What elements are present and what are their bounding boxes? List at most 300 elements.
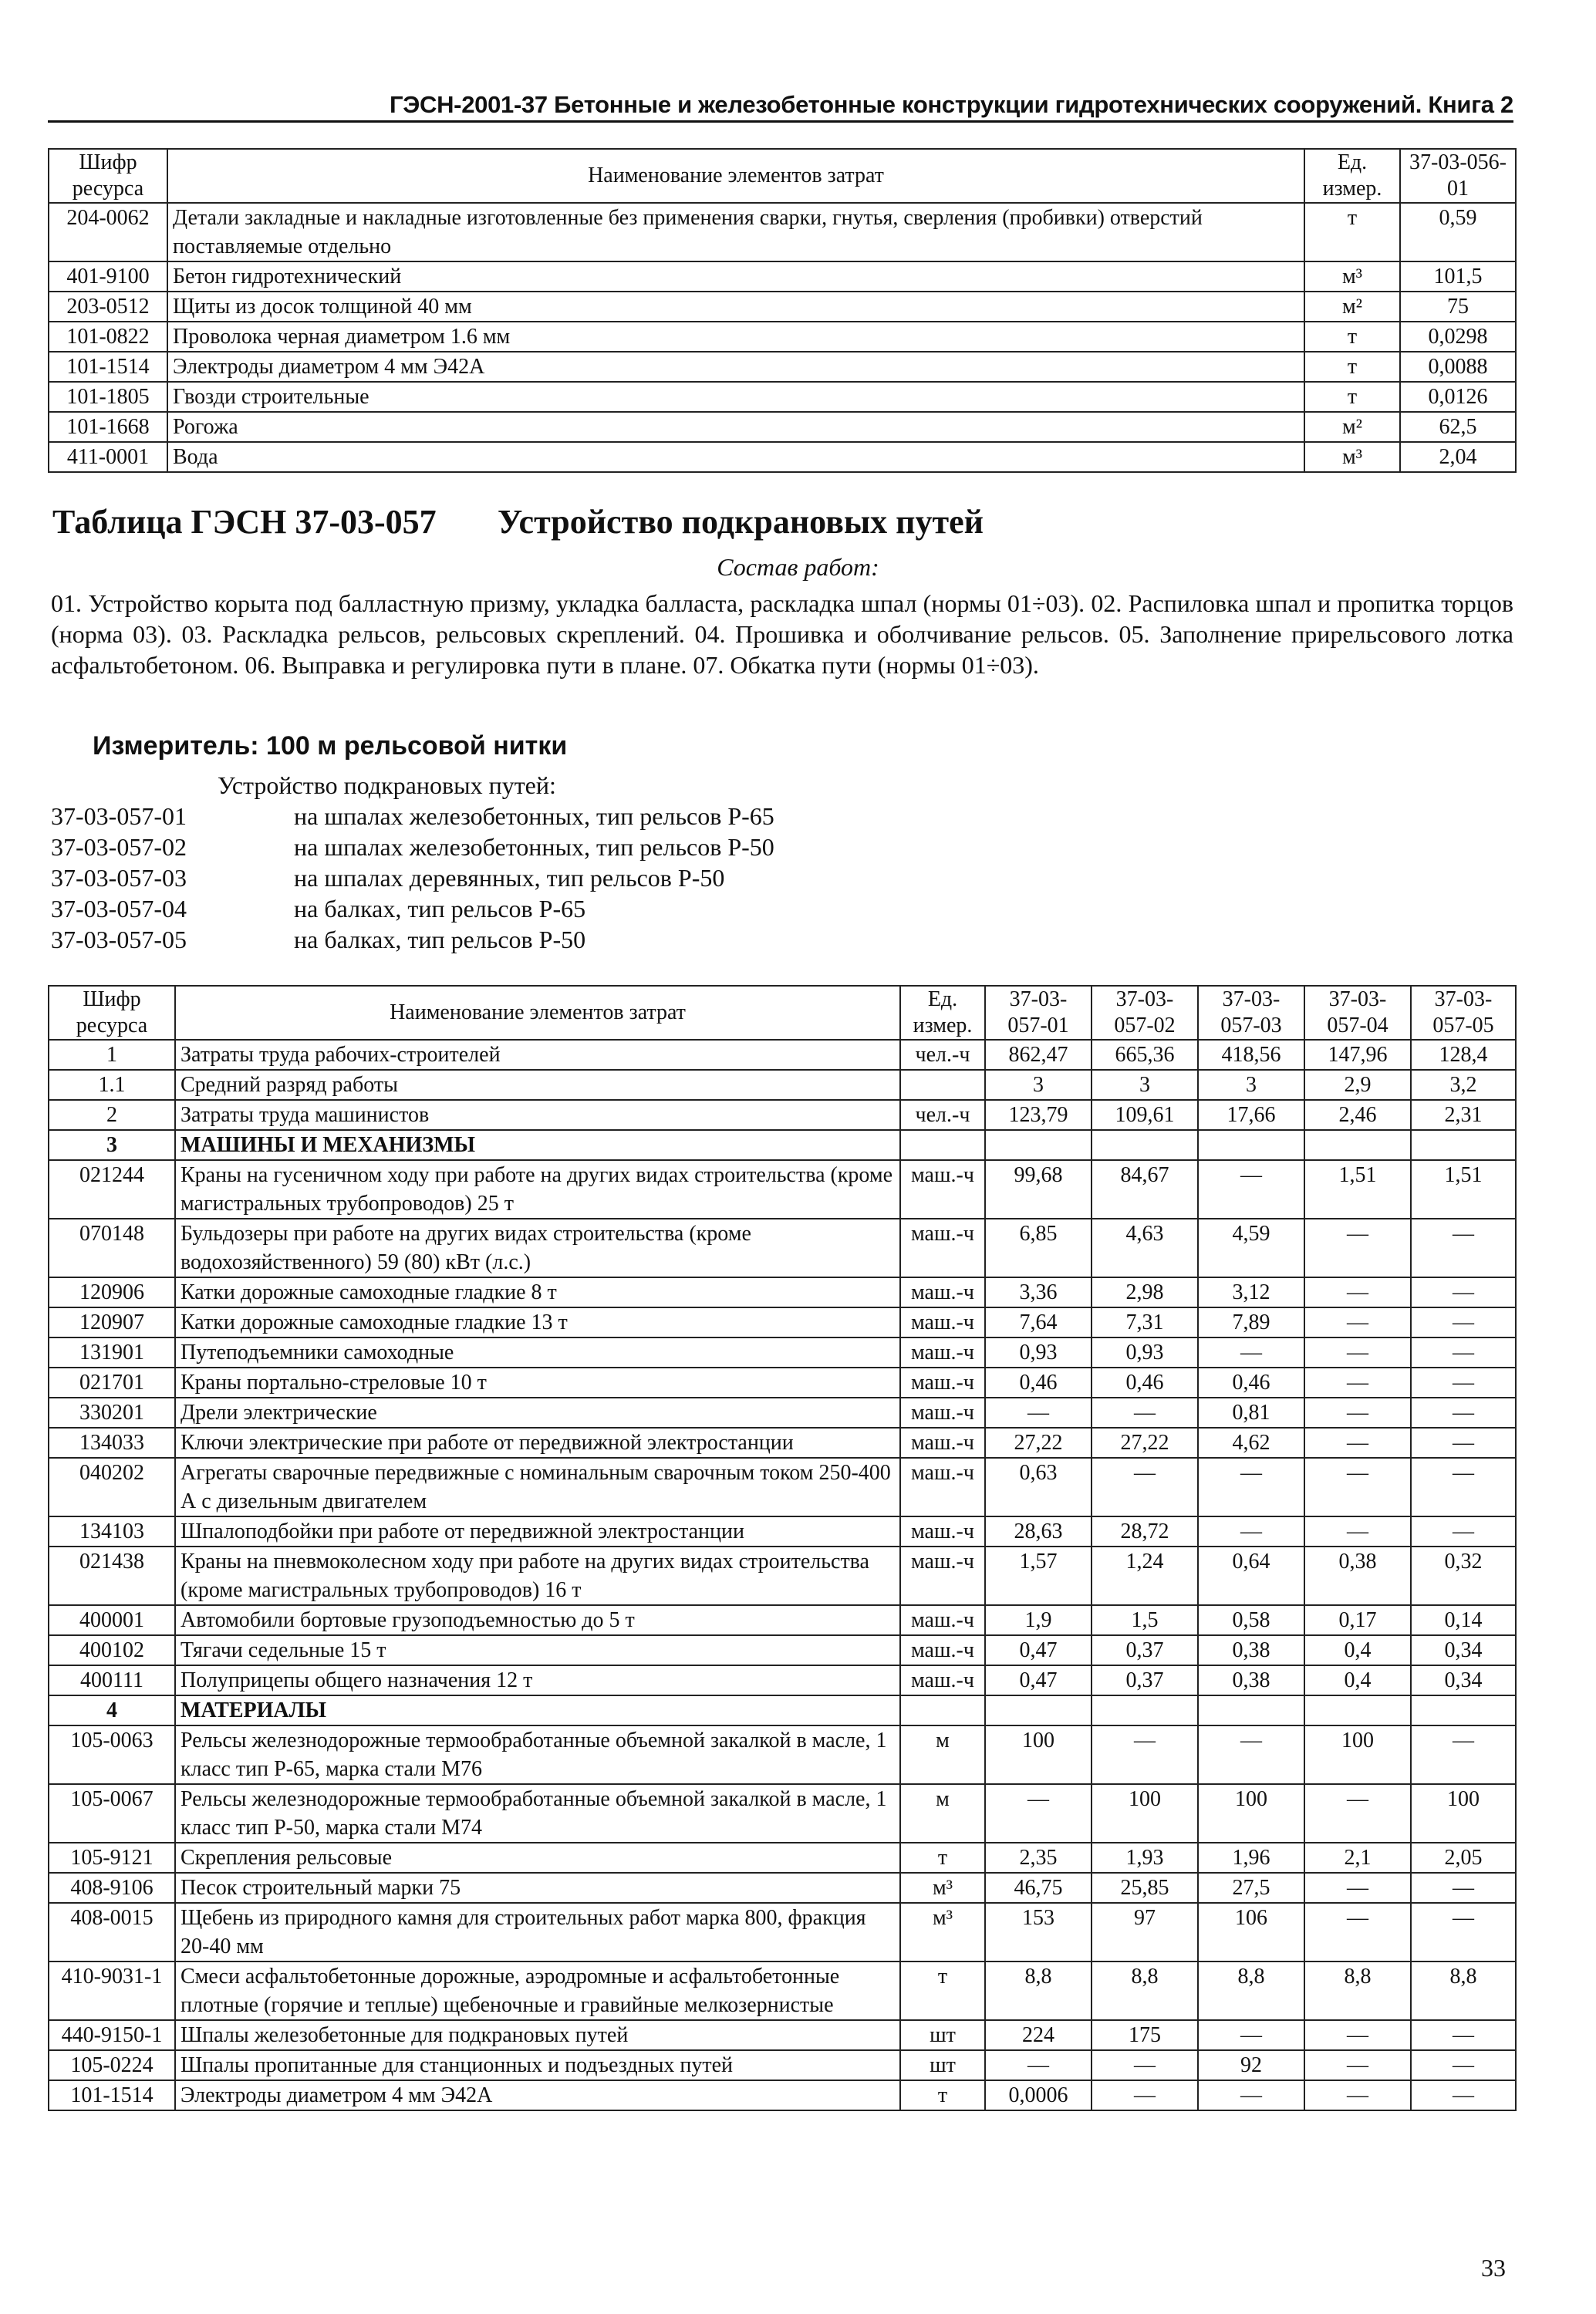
resource-name: Средний разряд работы — [175, 1070, 900, 1100]
table-row — [49, 1784, 1516, 1843]
table-row — [49, 1070, 1516, 1100]
norm-value-01: 862,47 — [985, 1040, 1092, 1070]
norm-value-04: — — [1304, 1903, 1411, 1962]
unit: т — [900, 1962, 985, 2020]
resource-name: Затраты труда машинистов — [175, 1100, 900, 1130]
norm-value-02: 28,72 — [1092, 1516, 1198, 1547]
resource-code: 408-0015 — [49, 1903, 175, 1962]
norm-value-05: 0,14 — [1411, 1605, 1516, 1635]
variant-description: на балках, тип рельсов Р-65 — [294, 895, 586, 923]
norm-value-03: 0,58 — [1198, 1605, 1304, 1635]
unit: т — [900, 2080, 985, 2110]
norm-value-03: 8,8 — [1198, 1962, 1304, 2020]
variant-item — [51, 833, 977, 864]
resource-name: Песок строительный марки 75 — [175, 1873, 900, 1903]
norm-value: 0,0088 — [1400, 352, 1516, 382]
table-row — [49, 1458, 1516, 1516]
unit: шт — [900, 2020, 985, 2050]
norm-value-01: — — [985, 2050, 1092, 2080]
column-header-norm: 37-03-056-01 — [1400, 149, 1516, 203]
column-header-unit: Ед. измер. — [900, 986, 985, 1040]
norm-value-04: 0,38 — [1304, 1547, 1411, 1605]
norm-value-03: — — [1198, 1337, 1304, 1368]
unit: маш.-ч — [900, 1516, 985, 1547]
resource-name: Гвозди строительные — [167, 382, 1304, 412]
resource-name: Электроды диаметром 4 мм Э42А — [167, 352, 1304, 382]
table-row — [49, 1903, 1516, 1962]
norm-value-04: 8,8 — [1304, 1962, 1411, 2020]
variant-item — [51, 895, 977, 926]
resource-name: Полуприцепы общего назначения 12 т — [175, 1665, 900, 1695]
unit — [900, 1130, 985, 1160]
norm-value-01: 100 — [985, 1725, 1092, 1784]
table-row — [49, 1398, 1516, 1428]
column-header-norm-04: 37-03-057-04 — [1304, 986, 1411, 1040]
norm-value-03: 3,12 — [1198, 1277, 1304, 1307]
norm-value-05: — — [1411, 2080, 1516, 2110]
norm-value-03 — [1198, 1695, 1304, 1725]
norm-value-04 — [1304, 1130, 1411, 1160]
norm-value: 2,04 — [1400, 442, 1516, 472]
norm-value-03: 100 — [1198, 1784, 1304, 1843]
resource-code: 021701 — [49, 1368, 175, 1398]
norm-value-05: — — [1411, 1219, 1516, 1277]
norm-value-05: — — [1411, 1725, 1516, 1784]
table-row — [49, 352, 1516, 382]
unit: м³ — [1304, 442, 1400, 472]
variants-list — [51, 802, 977, 956]
norm-value-01: 28,63 — [985, 1516, 1092, 1547]
resource-name: Электроды диаметром 4 мм Э42А — [175, 2080, 900, 2110]
norm-value-04: — — [1304, 1398, 1411, 1428]
norm-value-04: 147,96 — [1304, 1040, 1411, 1070]
resource-code: 4 — [49, 1695, 175, 1725]
norm-value-05: — — [1411, 1307, 1516, 1337]
resource-name: Тягачи седельные 15 т — [175, 1635, 900, 1665]
table-header-row — [49, 149, 1516, 203]
norm-value-03: 17,66 — [1198, 1100, 1304, 1130]
variant-code: 37-03-057-04 — [51, 895, 187, 923]
resource-name: Рогожа — [167, 412, 1304, 442]
resource-name: Ключи электрические при работе от передвижной электростанции — [175, 1428, 900, 1458]
norm-value-04: — — [1304, 1458, 1411, 1516]
norm-value-05: 100 — [1411, 1784, 1516, 1843]
resource-name: Краны на гусеничном ходу при работе на других видах строительства (кроме магистральных трубопроводов) 25 т — [175, 1160, 900, 1219]
resource-name: Щиты из досок толщиной 40 мм — [167, 292, 1304, 322]
resource-code: 105-0067 — [49, 1784, 175, 1843]
resource-name: Затраты труда рабочих-строителей — [175, 1040, 900, 1070]
unit: чел.-ч — [900, 1040, 985, 1070]
norm-value-04: 0,4 — [1304, 1665, 1411, 1695]
resource-code: 101-0822 — [49, 322, 167, 352]
norm-value-02: 1,93 — [1092, 1843, 1198, 1873]
norm-value-02: 0,37 — [1092, 1665, 1198, 1695]
norm-value-02: 0,46 — [1092, 1368, 1198, 1398]
resource-code: 400111 — [49, 1665, 175, 1695]
norm-value-05 — [1411, 1695, 1516, 1725]
table-heading — [52, 502, 984, 541]
norm-value-04: — — [1304, 1337, 1411, 1368]
norm-value: 0,59 — [1400, 203, 1516, 261]
variant-description: на шпалах железобетонных, тип рельсов Р-50 — [294, 833, 774, 861]
resource-code: 070148 — [49, 1219, 175, 1277]
norm-value-02: — — [1092, 2080, 1198, 2110]
resource-name: Автомобили бортовые грузоподъемностью до 5 т — [175, 1605, 900, 1635]
column-header-norm-02: 37-03-057-02 — [1092, 986, 1198, 1040]
resource-name: Шпалоподбойки при работе от передвижной электростанции — [175, 1516, 900, 1547]
norm-value-01: 153 — [985, 1903, 1092, 1962]
variant-code: 37-03-057-03 — [51, 864, 187, 892]
norm-value-01 — [985, 1695, 1092, 1725]
unit: т — [1304, 322, 1400, 352]
variant-code: 37-03-057-05 — [51, 926, 187, 953]
table-37-03-056 — [48, 148, 1517, 473]
norm-value-04: 0,17 — [1304, 1605, 1411, 1635]
table-row — [49, 292, 1516, 322]
norm-value-01: 0,47 — [985, 1635, 1092, 1665]
norm-value-04: 2,46 — [1304, 1100, 1411, 1130]
unit: м² — [1304, 292, 1400, 322]
norm-value-05: — — [1411, 1458, 1516, 1516]
variant-description: на шпалах железобетонных, тип рельсов Р-65 — [294, 802, 774, 830]
norm-value-03: 106 — [1198, 1903, 1304, 1962]
column-header-norm-01: 37-03-057-01 — [985, 986, 1092, 1040]
norm-value-04: — — [1304, 2080, 1411, 2110]
norm-value-03: 4,59 — [1198, 1219, 1304, 1277]
unit: шт — [900, 2050, 985, 2080]
norm-value-03: — — [1198, 2020, 1304, 2050]
unit: маш.-ч — [900, 1277, 985, 1307]
norm-value-03: — — [1198, 1516, 1304, 1547]
norm-value-01: — — [985, 1398, 1092, 1428]
table-header-row — [49, 986, 1516, 1040]
unit: т — [1304, 382, 1400, 412]
unit: маш.-ч — [900, 1307, 985, 1337]
resource-name: Щебень из природного камня для строительных работ марка 800, фракция 20-40 мм — [175, 1903, 900, 1962]
unit: т — [1304, 203, 1400, 261]
variant-description: на шпалах деревянных, тип рельсов Р-50 — [294, 864, 725, 892]
norm-value-05: — — [1411, 2050, 1516, 2080]
column-header-code: Шифр ресурса — [49, 986, 175, 1040]
resource-name: Детали закладные и накладные изготовленные без применения сварки, гнутья, сверления (пробивки) отверстий поставляемые отдельно — [167, 203, 1304, 261]
norm-value-04: — — [1304, 2050, 1411, 2080]
unit: маш.-ч — [900, 1665, 985, 1695]
resource-code: 1 — [49, 1040, 175, 1070]
work-composition-label: Состав работ: — [717, 553, 879, 581]
norm-value-02: 1,24 — [1092, 1547, 1198, 1605]
norm-value-03: 0,38 — [1198, 1635, 1304, 1665]
norm-value-02: 2,98 — [1092, 1277, 1198, 1307]
resource-code: 021438 — [49, 1547, 175, 1605]
table-row — [49, 322, 1516, 352]
norm-value-04: — — [1304, 1219, 1411, 1277]
resource-code: 330201 — [49, 1398, 175, 1428]
norm-value-04: — — [1304, 1307, 1411, 1337]
resource-name: Краны на пневмоколесном ходу при работе на других видах строительства (кроме магистральных трубопроводов) 16 т — [175, 1547, 900, 1605]
resource-name: МАШИНЫ И МЕХАНИЗМЫ — [175, 1130, 900, 1160]
table-row — [49, 412, 1516, 442]
table-row — [49, 1962, 1516, 2020]
unit: маш.-ч — [900, 1605, 985, 1635]
norm-value-05: 2,31 — [1411, 1100, 1516, 1130]
table-row — [49, 1665, 1516, 1695]
norm-value-05: 3,2 — [1411, 1070, 1516, 1100]
resource-code: 400102 — [49, 1635, 175, 1665]
norm-value-05: 0,34 — [1411, 1665, 1516, 1695]
unit: маш.-ч — [900, 1635, 985, 1665]
norm-value-05: 128,4 — [1411, 1040, 1516, 1070]
resource-code: 105-0224 — [49, 2050, 175, 2080]
norm-value: 0,0298 — [1400, 322, 1516, 352]
norm-value-01: 27,22 — [985, 1428, 1092, 1458]
norm-value-02: — — [1092, 1458, 1198, 1516]
norm-value-03: 1,96 — [1198, 1843, 1304, 1873]
resource-name: Катки дорожные самоходные гладкие 13 т — [175, 1307, 900, 1337]
norm-value-03: 0,46 — [1198, 1368, 1304, 1398]
resource-code: 440-9150-1 — [49, 2020, 175, 2050]
table-title: Устройство подкрановых путей — [498, 503, 984, 541]
table-row — [49, 1368, 1516, 1398]
norm-value-01: 1,9 — [985, 1605, 1092, 1635]
resource-name: Шпалы пропитанные для станционных и подъездных путей — [175, 2050, 900, 2080]
unit: маш.-ч — [900, 1428, 985, 1458]
unit: т — [900, 1843, 985, 1873]
unit: маш.-ч — [900, 1337, 985, 1368]
table-label: Таблица ГЭСН 37-03-057 — [52, 503, 437, 541]
unit: м³ — [900, 1873, 985, 1903]
norm-value-03: — — [1198, 1160, 1304, 1219]
norm-value-02: 109,61 — [1092, 1100, 1198, 1130]
column-header-norm-05: 37-03-057-05 — [1411, 986, 1516, 1040]
unit: маш.-ч — [900, 1547, 985, 1605]
column-header-name: Наименование элементов затрат — [175, 986, 900, 1040]
norm-value-01: 224 — [985, 2020, 1092, 2050]
resource-code: 204-0062 — [49, 203, 167, 261]
column-header-code: Шифр ресурса — [49, 149, 167, 203]
norm-value-03: 0,38 — [1198, 1665, 1304, 1695]
norm-value-01: 3 — [985, 1070, 1092, 1100]
table-row — [49, 1547, 1516, 1605]
norm-value-02: 25,85 — [1092, 1873, 1198, 1903]
resource-code: 1.1 — [49, 1070, 175, 1100]
unit: маш.-ч — [900, 1368, 985, 1398]
norm-value-01: 3,36 — [985, 1277, 1092, 1307]
norm-value-02: 97 — [1092, 1903, 1198, 1962]
unit: м — [900, 1784, 985, 1843]
norm-value-02: 0,37 — [1092, 1635, 1198, 1665]
norm-value-05: — — [1411, 1873, 1516, 1903]
norm-value-04: — — [1304, 2020, 1411, 2050]
norm-value-03 — [1198, 1130, 1304, 1160]
table-row — [49, 1516, 1516, 1547]
norm-value-01: 2,35 — [985, 1843, 1092, 1873]
norm-value-03: 7,89 — [1198, 1307, 1304, 1337]
norm-value: 0,0126 — [1400, 382, 1516, 412]
norm-value-02: 84,67 — [1092, 1160, 1198, 1219]
table-body — [49, 1040, 1516, 2110]
norm-value-03: 0,64 — [1198, 1547, 1304, 1605]
norm-value-05: — — [1411, 1428, 1516, 1458]
norm-value-04: 100 — [1304, 1725, 1411, 1784]
resource-name: Шпалы железобетонные для подкрановых путей — [175, 2020, 900, 2050]
resource-code: 401-9100 — [49, 261, 167, 292]
norm-value-02 — [1092, 1695, 1198, 1725]
norm-value-02: 0,93 — [1092, 1337, 1198, 1368]
norm-value-02: 1,5 — [1092, 1605, 1198, 1635]
unit: маш.-ч — [900, 1398, 985, 1428]
norm-value-04: — — [1304, 1428, 1411, 1458]
norm-value-03: — — [1198, 2080, 1304, 2110]
resource-name: Скрепления рельсовые — [175, 1843, 900, 1873]
norm-value-03: 3 — [1198, 1070, 1304, 1100]
page-number: 33 — [1481, 2254, 1506, 2282]
norm-value-01: 0,47 — [985, 1665, 1092, 1695]
norm-value-05: — — [1411, 1398, 1516, 1428]
norm-value-05: 0,34 — [1411, 1635, 1516, 1665]
resource-code: 400001 — [49, 1605, 175, 1635]
norm-value-01: 8,8 — [985, 1962, 1092, 2020]
resource-name: Вода — [167, 442, 1304, 472]
norm-value-02: 3 — [1092, 1070, 1198, 1100]
resource-name: Краны портально-стреловые 10 т — [175, 1368, 900, 1398]
norm-value-05: — — [1411, 2020, 1516, 2050]
resource-code: 410-9031-1 — [49, 1962, 175, 2020]
resource-name: Агрегаты сварочные передвижные с номинальным сварочным током 250-400 А с дизельным двигателем — [175, 1458, 900, 1516]
norm-value-03: — — [1198, 1725, 1304, 1784]
resource-code: 101-1514 — [49, 352, 167, 382]
norm-value-05: 0,32 — [1411, 1547, 1516, 1605]
variant-item — [51, 802, 977, 833]
column-header-unit: Ед. измер. — [1304, 149, 1400, 203]
resource-code: 411-0001 — [49, 442, 167, 472]
unit: м³ — [1304, 261, 1400, 292]
resource-code: 105-9121 — [49, 1843, 175, 1873]
norm-value-02 — [1092, 1130, 1198, 1160]
norm-value-03: — — [1198, 1458, 1304, 1516]
table-row — [49, 1219, 1516, 1277]
norm-value-02: 665,36 — [1092, 1040, 1198, 1070]
table-row — [49, 1843, 1516, 1873]
variant-item — [51, 926, 977, 956]
table-row — [49, 1160, 1516, 1219]
norm-value-02: 4,63 — [1092, 1219, 1198, 1277]
column-header-norm-03: 37-03-057-03 — [1198, 986, 1304, 1040]
resource-name: Рельсы железнодорожные термообработанные объемной закалкой в масле, 1 класс тип Р-65, марка стали М76 — [175, 1725, 900, 1784]
resource-name: Проволока черная диаметром 1.6 мм — [167, 322, 1304, 352]
norm-value-02: 8,8 — [1092, 1962, 1198, 2020]
section-row — [49, 1130, 1516, 1160]
resource-name: Дрели электрические — [175, 1398, 900, 1428]
section-row — [49, 1695, 1516, 1725]
table-row — [49, 1100, 1516, 1130]
norm-value-01: 6,85 — [985, 1219, 1092, 1277]
norm-value: 75 — [1400, 292, 1516, 322]
resource-code: 3 — [49, 1130, 175, 1160]
norm-value-05: — — [1411, 1516, 1516, 1547]
norm-value-03: 418,56 — [1198, 1040, 1304, 1070]
norm-value-05: — — [1411, 1903, 1516, 1962]
table-row — [49, 1428, 1516, 1458]
norm-value: 62,5 — [1400, 412, 1516, 442]
table-row — [49, 261, 1516, 292]
norm-value-03: 4,62 — [1198, 1428, 1304, 1458]
resource-code: 2 — [49, 1100, 175, 1130]
resource-code: 105-0063 — [49, 1725, 175, 1784]
norm-value-01: 99,68 — [985, 1160, 1092, 1219]
resource-code: 120907 — [49, 1307, 175, 1337]
norm-value-03: 27,5 — [1198, 1873, 1304, 1903]
norm-value-05: — — [1411, 1337, 1516, 1368]
norm-value-01: — — [985, 1784, 1092, 1843]
unit: м — [900, 1725, 985, 1784]
resource-code: 021244 — [49, 1160, 175, 1219]
norm-value-04: — — [1304, 1516, 1411, 1547]
norm-value-01 — [985, 1130, 1092, 1160]
unit: чел.-ч — [900, 1100, 985, 1130]
table-row — [49, 1337, 1516, 1368]
table-row — [49, 2050, 1516, 2080]
table-row — [49, 2020, 1516, 2050]
column-header-name: Наименование элементов затрат — [167, 149, 1304, 203]
table-row — [49, 203, 1516, 261]
resource-code: 101-1668 — [49, 412, 167, 442]
running-header: ГЭСН-2001-37 Бетонные и железобетонные конструкции гидротехнических сооружений. Книга 2 — [48, 91, 1513, 123]
resource-name: Смеси асфальтобетонные дорожные, аэродромные и асфальтобетонные плотные (горячие и теплые) щебеночные и гравийные мелкозернистые — [175, 1962, 900, 2020]
resource-code: 134033 — [49, 1428, 175, 1458]
norm-value-05: 2,05 — [1411, 1843, 1516, 1873]
norm-value-01: 46,75 — [985, 1873, 1092, 1903]
table-body — [49, 203, 1516, 472]
norm-value-02: 27,22 — [1092, 1428, 1198, 1458]
norm-value-05: — — [1411, 1368, 1516, 1398]
variant-description: на балках, тип рельсов Р-50 — [294, 926, 586, 953]
norm-value-02: — — [1092, 1725, 1198, 1784]
resource-code: 131901 — [49, 1337, 175, 1368]
norm-value-04: — — [1304, 1873, 1411, 1903]
table-row — [49, 1635, 1516, 1665]
norm-value-02: — — [1092, 1398, 1198, 1428]
norm-value-01: 0,63 — [985, 1458, 1092, 1516]
unit: маш.-ч — [900, 1458, 985, 1516]
resource-name: Бетон гидротехнический — [167, 261, 1304, 292]
norm-value-05: — — [1411, 1277, 1516, 1307]
variant-code: 37-03-057-02 — [51, 833, 187, 861]
variants-intro: Устройство подкрановых путей: — [218, 771, 556, 799]
resource-code: 408-9106 — [49, 1873, 175, 1903]
table-row — [49, 1725, 1516, 1784]
norm-value-02: 175 — [1092, 2020, 1198, 2050]
variant-code: 37-03-057-01 — [51, 802, 187, 830]
resource-code: 120906 — [49, 1277, 175, 1307]
resource-code: 101-1805 — [49, 382, 167, 412]
norm-value-01: 0,0006 — [985, 2080, 1092, 2110]
table-row — [49, 382, 1516, 412]
table-row — [49, 1040, 1516, 1070]
norm-value: 101,5 — [1400, 261, 1516, 292]
unit — [900, 1070, 985, 1100]
unit: маш.-ч — [900, 1160, 985, 1219]
unit: маш.-ч — [900, 1219, 985, 1277]
norm-value-05 — [1411, 1130, 1516, 1160]
norm-value-01: 7,64 — [985, 1307, 1092, 1337]
norm-value-01: 0,93 — [985, 1337, 1092, 1368]
variant-item — [51, 864, 977, 895]
resource-code: 134103 — [49, 1516, 175, 1547]
norm-value-02: 100 — [1092, 1784, 1198, 1843]
resource-name: Путеподъемники самоходные — [175, 1337, 900, 1368]
norm-value-02: — — [1092, 2050, 1198, 2080]
norm-value-04: — — [1304, 1368, 1411, 1398]
